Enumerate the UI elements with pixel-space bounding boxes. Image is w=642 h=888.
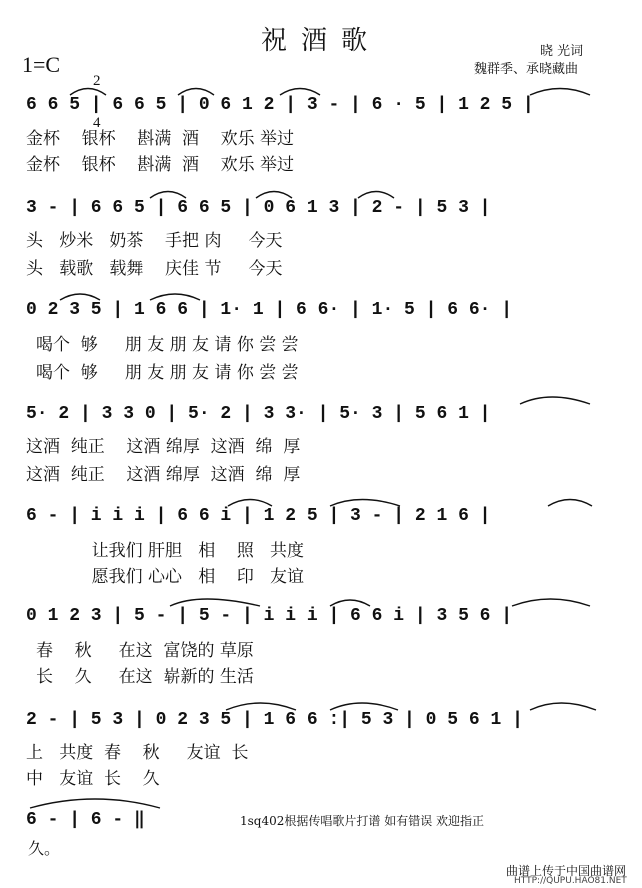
slur-mark <box>548 500 592 507</box>
slur-mark <box>178 89 214 96</box>
slur-mark <box>70 89 106 96</box>
slur-mark <box>530 703 596 710</box>
lyrics-row-7-verse-2: 中 友谊 长 久 <box>26 769 160 789</box>
notation-row-3: 0 2 3 5 | 1 6 6 | 1· 1 | 6 6· | 1· 5 | 6 6· | <box>26 300 513 320</box>
key-signature: 1=C <box>22 52 61 77</box>
notation-row-1: 6 6 5 | 6 6 5 | 0 6 1 2 | 3 - | 6 · 5 | 1 2 5 | <box>26 95 534 115</box>
meter-bottom: 4 <box>93 115 101 131</box>
notation-row-5: 6 - | i i i | 6 6 i | 1 2 5 | 3 - | 2 1 6 | <box>26 506 491 526</box>
watermark-text: 曲谱上传于中国曲谱网 <box>506 864 627 878</box>
lyrics-row-5-verse-1: 让我们 肝胆 相 照 共度 <box>70 541 305 561</box>
slur-mark <box>530 89 590 96</box>
lyrics-row-4-verse-1: 这酒 纯正 这酒 绵厚 这酒 绵 厚 <box>26 437 301 457</box>
notation-row-4: 5· 2 | 3 3 0 | 5· 2 | 3 3· | 5· 3 | 5 6 1 | <box>26 404 491 424</box>
slur-mark <box>512 599 590 606</box>
watermark-url: HTTP://QUPU.HAO81.NET <box>514 876 627 886</box>
slur-mark <box>330 703 398 710</box>
slur-mark <box>170 599 260 606</box>
slur-mark <box>150 294 200 300</box>
lyrics-row-5-verse-2: 愿我们 心心 相 印 友谊 <box>70 567 305 587</box>
slur-mark <box>520 397 590 404</box>
lyrics-row-1-verse-1: 金杯 银杯 斟满 酒 欢乐 举过 <box>26 129 295 149</box>
composer-credit: 魏群季、承晓藏曲 <box>474 62 579 77</box>
slur-mark <box>358 192 394 199</box>
transcription-note: 1sq402根据传唱歌片打谱 如有错误 欢迎指正 <box>240 814 485 828</box>
notation-row-8: 6 - | 6 - ‖ <box>26 810 145 830</box>
slur-mark <box>228 500 272 507</box>
song-title: 祝酒歌 <box>260 26 381 56</box>
slur-mark <box>330 600 370 606</box>
notation-row-2: 3 - | 6 6 5 | 6 6 5 | 0 6 1 3 | 2 - | 5 3 | <box>26 198 491 218</box>
notation-row-7: 2 - | 5 3 | 0 2 3 5 | 1 6 6 :| 5 3 | 0 5 6 1 | <box>26 710 523 730</box>
lyrics-row-3-verse-2: 喝个 够 朋 友 朋 友 请 你 尝 尝 <box>36 363 299 383</box>
lyrics-row-6-verse-1: 春 秋 在这 富饶的 草原 <box>36 641 254 661</box>
slur-mark <box>226 703 296 710</box>
notation-row-6: 0 1 2 3 | 5 - | 5 - | i i i | 6 6 i | 3 5 6 | <box>26 606 513 626</box>
lyrics-row-7-verse-1: 上 共度 春 秋 友谊 长 <box>26 743 249 763</box>
slur-mark <box>30 799 160 808</box>
final-lyric: 久。 <box>28 839 61 858</box>
slur-mark <box>256 192 292 199</box>
lyrics-row-2-verse-2: 头 载歌 载舞 庆佳 节 今天 <box>26 259 283 279</box>
lyrics-row-3-verse-1: 喝个 够 朋 友 朋 友 请 你 尝 尝 <box>36 335 299 355</box>
lyricist-credit: 晓 光词 <box>540 44 584 59</box>
slur-mark <box>150 192 186 199</box>
lyrics-row-2-verse-1: 头 炒米 奶茶 手把 肉 今天 <box>26 231 283 251</box>
lyrics-row-1-verse-2: 金杯 银杯 斟满 酒 欢乐 举过 <box>26 155 295 175</box>
slur-mark <box>60 294 100 300</box>
meter-top: 2 <box>93 73 101 89</box>
slur-mark <box>280 89 320 96</box>
slur-mark <box>330 500 400 507</box>
lyrics-row-4-verse-2: 这酒 纯正 这酒 绵厚 这酒 绵 厚 <box>26 465 301 485</box>
lyrics-row-6-verse-2: 长 久 在这 崭新的 生活 <box>36 667 254 687</box>
